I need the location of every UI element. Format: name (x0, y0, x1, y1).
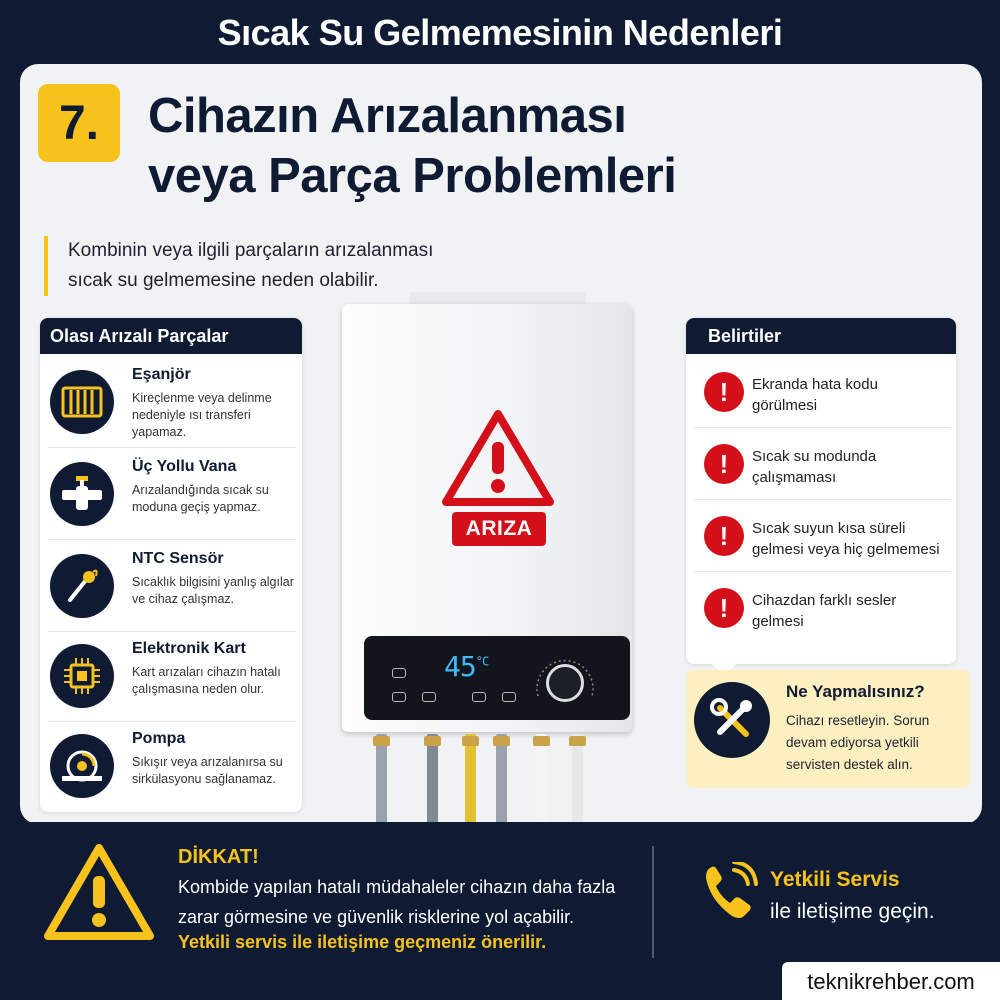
exclamation-icon: ! (704, 372, 744, 412)
mode-button[interactable] (392, 692, 406, 702)
part-description: Sıkışır veya arızalanırsa su sirkülasyonu sağlanamaz. (132, 755, 283, 786)
temperature-knob[interactable] (546, 664, 584, 702)
part-description: Kireçlenme veya delinme nedeniyle ısı transferi yapamaz. (132, 391, 272, 439)
symptom-item (694, 502, 950, 572)
symptom-item (694, 430, 950, 500)
menu-button[interactable] (422, 692, 436, 702)
fault-badge: ARIZA (452, 512, 546, 546)
divider (652, 846, 654, 958)
pipe-fitting (462, 736, 479, 746)
pipe-3 (465, 734, 476, 824)
power-button[interactable] (392, 668, 406, 678)
part-item-valve (48, 454, 296, 540)
exclamation-icon: ! (704, 588, 744, 628)
pipe-fitting (424, 736, 441, 746)
temperature-display (444, 650, 488, 683)
part-title: Eşanjör (132, 366, 191, 383)
symptom-item (694, 574, 950, 644)
service-title: Yetkili Servis (770, 868, 900, 891)
alert-title: DİKKAT! (178, 846, 259, 868)
temperature-value: 45 (444, 650, 476, 683)
section-number-badge: 7. (38, 84, 120, 162)
temperature-unit: °C (475, 654, 489, 669)
part-item-electronic-card (48, 636, 296, 722)
advice-box (686, 670, 970, 788)
heading-line-2: veya Parça Problemleri (148, 149, 677, 203)
intro-line-2: sıcak su gelmemesine neden olabilir. (68, 270, 379, 291)
pipe-fitting (533, 736, 550, 746)
part-title: Elektronik Kart (132, 640, 246, 657)
pipe-fitting (493, 736, 510, 746)
valve-icon (50, 462, 114, 526)
part-description: Arızalandığında sıcak su moduna geçiş yapmaz. (132, 483, 269, 514)
pipe-4 (496, 734, 507, 824)
alert-body: Kombide yapılan hatalı müdahaleler cihazın daha fazla zarar görmesine ve güvenlik risklerine yol açabilir. (178, 877, 616, 927)
pipe-fitting (373, 736, 390, 746)
heat-exchanger-icon (50, 370, 114, 434)
caution-triangle-icon (42, 842, 156, 942)
warning-triangle-icon (440, 408, 556, 508)
symptom-item (694, 358, 950, 428)
faulty-parts-title: Olası Arızalı Parçalar (40, 318, 302, 354)
sensor-icon (50, 554, 114, 618)
exclamation-icon: ! (704, 444, 744, 484)
pipe-2 (427, 734, 438, 824)
part-item-ntc-sensor (48, 546, 296, 632)
tools-icon (694, 682, 770, 758)
minus-button[interactable] (472, 692, 486, 702)
intro-text (44, 236, 433, 296)
part-description: Sıcaklık bilgisini yanlış algılar ve cihaz çalışmaz. (132, 575, 294, 606)
part-title: Pompa (132, 730, 186, 747)
phone-icon (702, 862, 758, 924)
symptom-text: Ekranda hata kodu görülmesi (752, 376, 878, 414)
part-title: Üç Yollu Vana (132, 458, 237, 475)
exclamation-icon: ! (704, 516, 744, 556)
symptoms-title: Belirtiler (686, 318, 956, 354)
symptom-text: Cihazdan farklı sesler gelmesi (752, 592, 897, 630)
part-item-esanjor (48, 362, 296, 448)
pipe-6 (572, 734, 583, 824)
chip-icon (50, 644, 114, 708)
pump-icon (50, 734, 114, 798)
section-heading (148, 86, 676, 206)
pipe-5 (536, 734, 547, 824)
part-item-pump (48, 726, 296, 812)
top-title: Sıcak Su Gelmemesinin Nedenleri (0, 0, 1000, 66)
faulty-parts-panel (40, 318, 302, 812)
plus-button[interactable] (502, 692, 516, 702)
heading-line-1: Cihazın Arızalanması (148, 89, 627, 143)
site-watermark: teknikrehber.com (782, 962, 1000, 1000)
service-subtitle: ile iletişime geçin. (770, 900, 935, 923)
symptom-text: Sıcak suyun kısa süreli gelmesi veya hiç gelmemesi (752, 520, 940, 558)
pipe-1 (376, 734, 387, 824)
pipe-fitting (569, 736, 586, 746)
symptom-text: Sıcak su modunda çalışmaması (752, 448, 877, 486)
part-title: NTC Sensör (132, 550, 224, 567)
intro-line-1: Kombinin veya ilgili parçaların arızalanması (68, 240, 434, 261)
part-description: Kart arızaları cihazın hatalı çalışmasına neden olur. (132, 665, 281, 696)
advice-title: Ne Yapmalısınız? (786, 682, 925, 701)
symptoms-panel (686, 318, 956, 664)
alert-recommendation: Yetkili servis ile iletişime geçmeniz önerilir. (178, 932, 547, 952)
advice-text: Cihazı resetleyin. Sorun devam ediyorsa yetkili servisten destek alın. (786, 713, 930, 772)
